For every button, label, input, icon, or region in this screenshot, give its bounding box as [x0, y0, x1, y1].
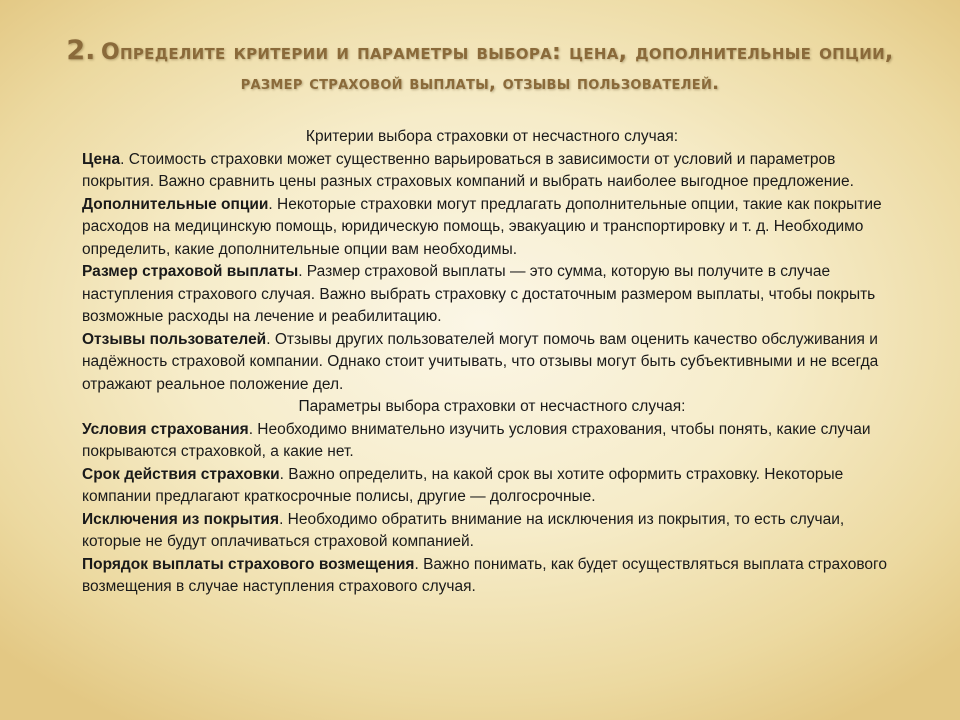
title-number: 2.: [66, 35, 96, 66]
criteria-term: Цена: [82, 150, 121, 168]
parameters-term: Срок действия страховки: [82, 465, 280, 483]
criteria-text: . Некоторые страховки могут предлагать дополнительные опции, такие как покрытие расходов на медицинскую помощь, юридическую помощь, эвакуацию и транспортировку и т. д. Необходимо определить, какие дополнительные опции вам необходимы.: [82, 195, 882, 258]
criteria-heading: Критерии выбора страховки от несчастного случая:: [305, 128, 679, 145]
parameters-term: Исключения из покрытия: [82, 510, 280, 528]
criteria-term: Дополнительные опции: [82, 195, 269, 213]
criteria-item-price: [82, 149, 902, 194]
slide-body: [82, 126, 902, 599]
parameters-text: . Необходимо внимательно изучить условия страхования, чтобы понять, какие случаи покрываются страховкой, а какие нет.: [82, 420, 871, 460]
parameters-text: . Важно определить, на какой срок вы хотите оформить страховку. Некоторые компании предлагают краткосрочные полисы, другие — долгосрочные.: [82, 465, 844, 505]
criteria-text: . Стоимость страховки может существенно варьироваться в зависимости от условий и параметров покрытия. Важно сравнить цены разных страховых компаний и выбрать наиболее выгодное предложение.: [82, 150, 854, 190]
title-line-1: Определите критерии и параметры выбора: цена, дополнительные опции,: [101, 40, 894, 65]
criteria-item-reviews: [82, 329, 902, 397]
criteria-text: . Отзывы других пользователей могут помочь вам оценить качество обслуживания и надёжность страховой компании. Однако стоит учитывать, что отзывы могут быть субъективными и не всегда отражают реальное положение дел.: [82, 330, 879, 393]
parameters-item-term: [82, 464, 902, 509]
criteria-term: Отзывы пользователей: [82, 330, 267, 348]
parameters-item-payment-order: [82, 554, 902, 599]
criteria-term: Размер страховой выплаты: [82, 263, 299, 280]
slide-title: [40, 36, 920, 99]
parameters-text: . Необходимо обратить внимание на исключения из покрытия, то есть случаи, которые не будут оплачиваться страховой компанией.: [82, 510, 845, 550]
criteria-item-options: [82, 194, 902, 262]
title-line-2: размер страховой выплаты, отзывы пользователей.: [240, 73, 720, 94]
criteria-text: . Размер страховой выплаты — это сумма, которую вы получите в случае наступления страхового случая. Важно выбрать страховку с достаточным размером выплаты, чтобы покрыть возможные расходы на лечение и реабилитацию.: [82, 263, 876, 325]
parameters-heading: Параметры выбора страховки от несчастного случая:: [298, 398, 686, 415]
parameters-item-exclusions: [82, 509, 902, 554]
parameters-text: . Важно понимать, как будет осуществляться выплата страхового возмещения в случае наступления страхового случая.: [82, 555, 887, 595]
parameters-item-conditions: [82, 419, 902, 464]
parameters-term: Порядок выплаты страхового возмещения: [82, 555, 415, 573]
parameters-term: Условия страхования: [82, 420, 249, 438]
criteria-item-payout: [82, 261, 902, 329]
